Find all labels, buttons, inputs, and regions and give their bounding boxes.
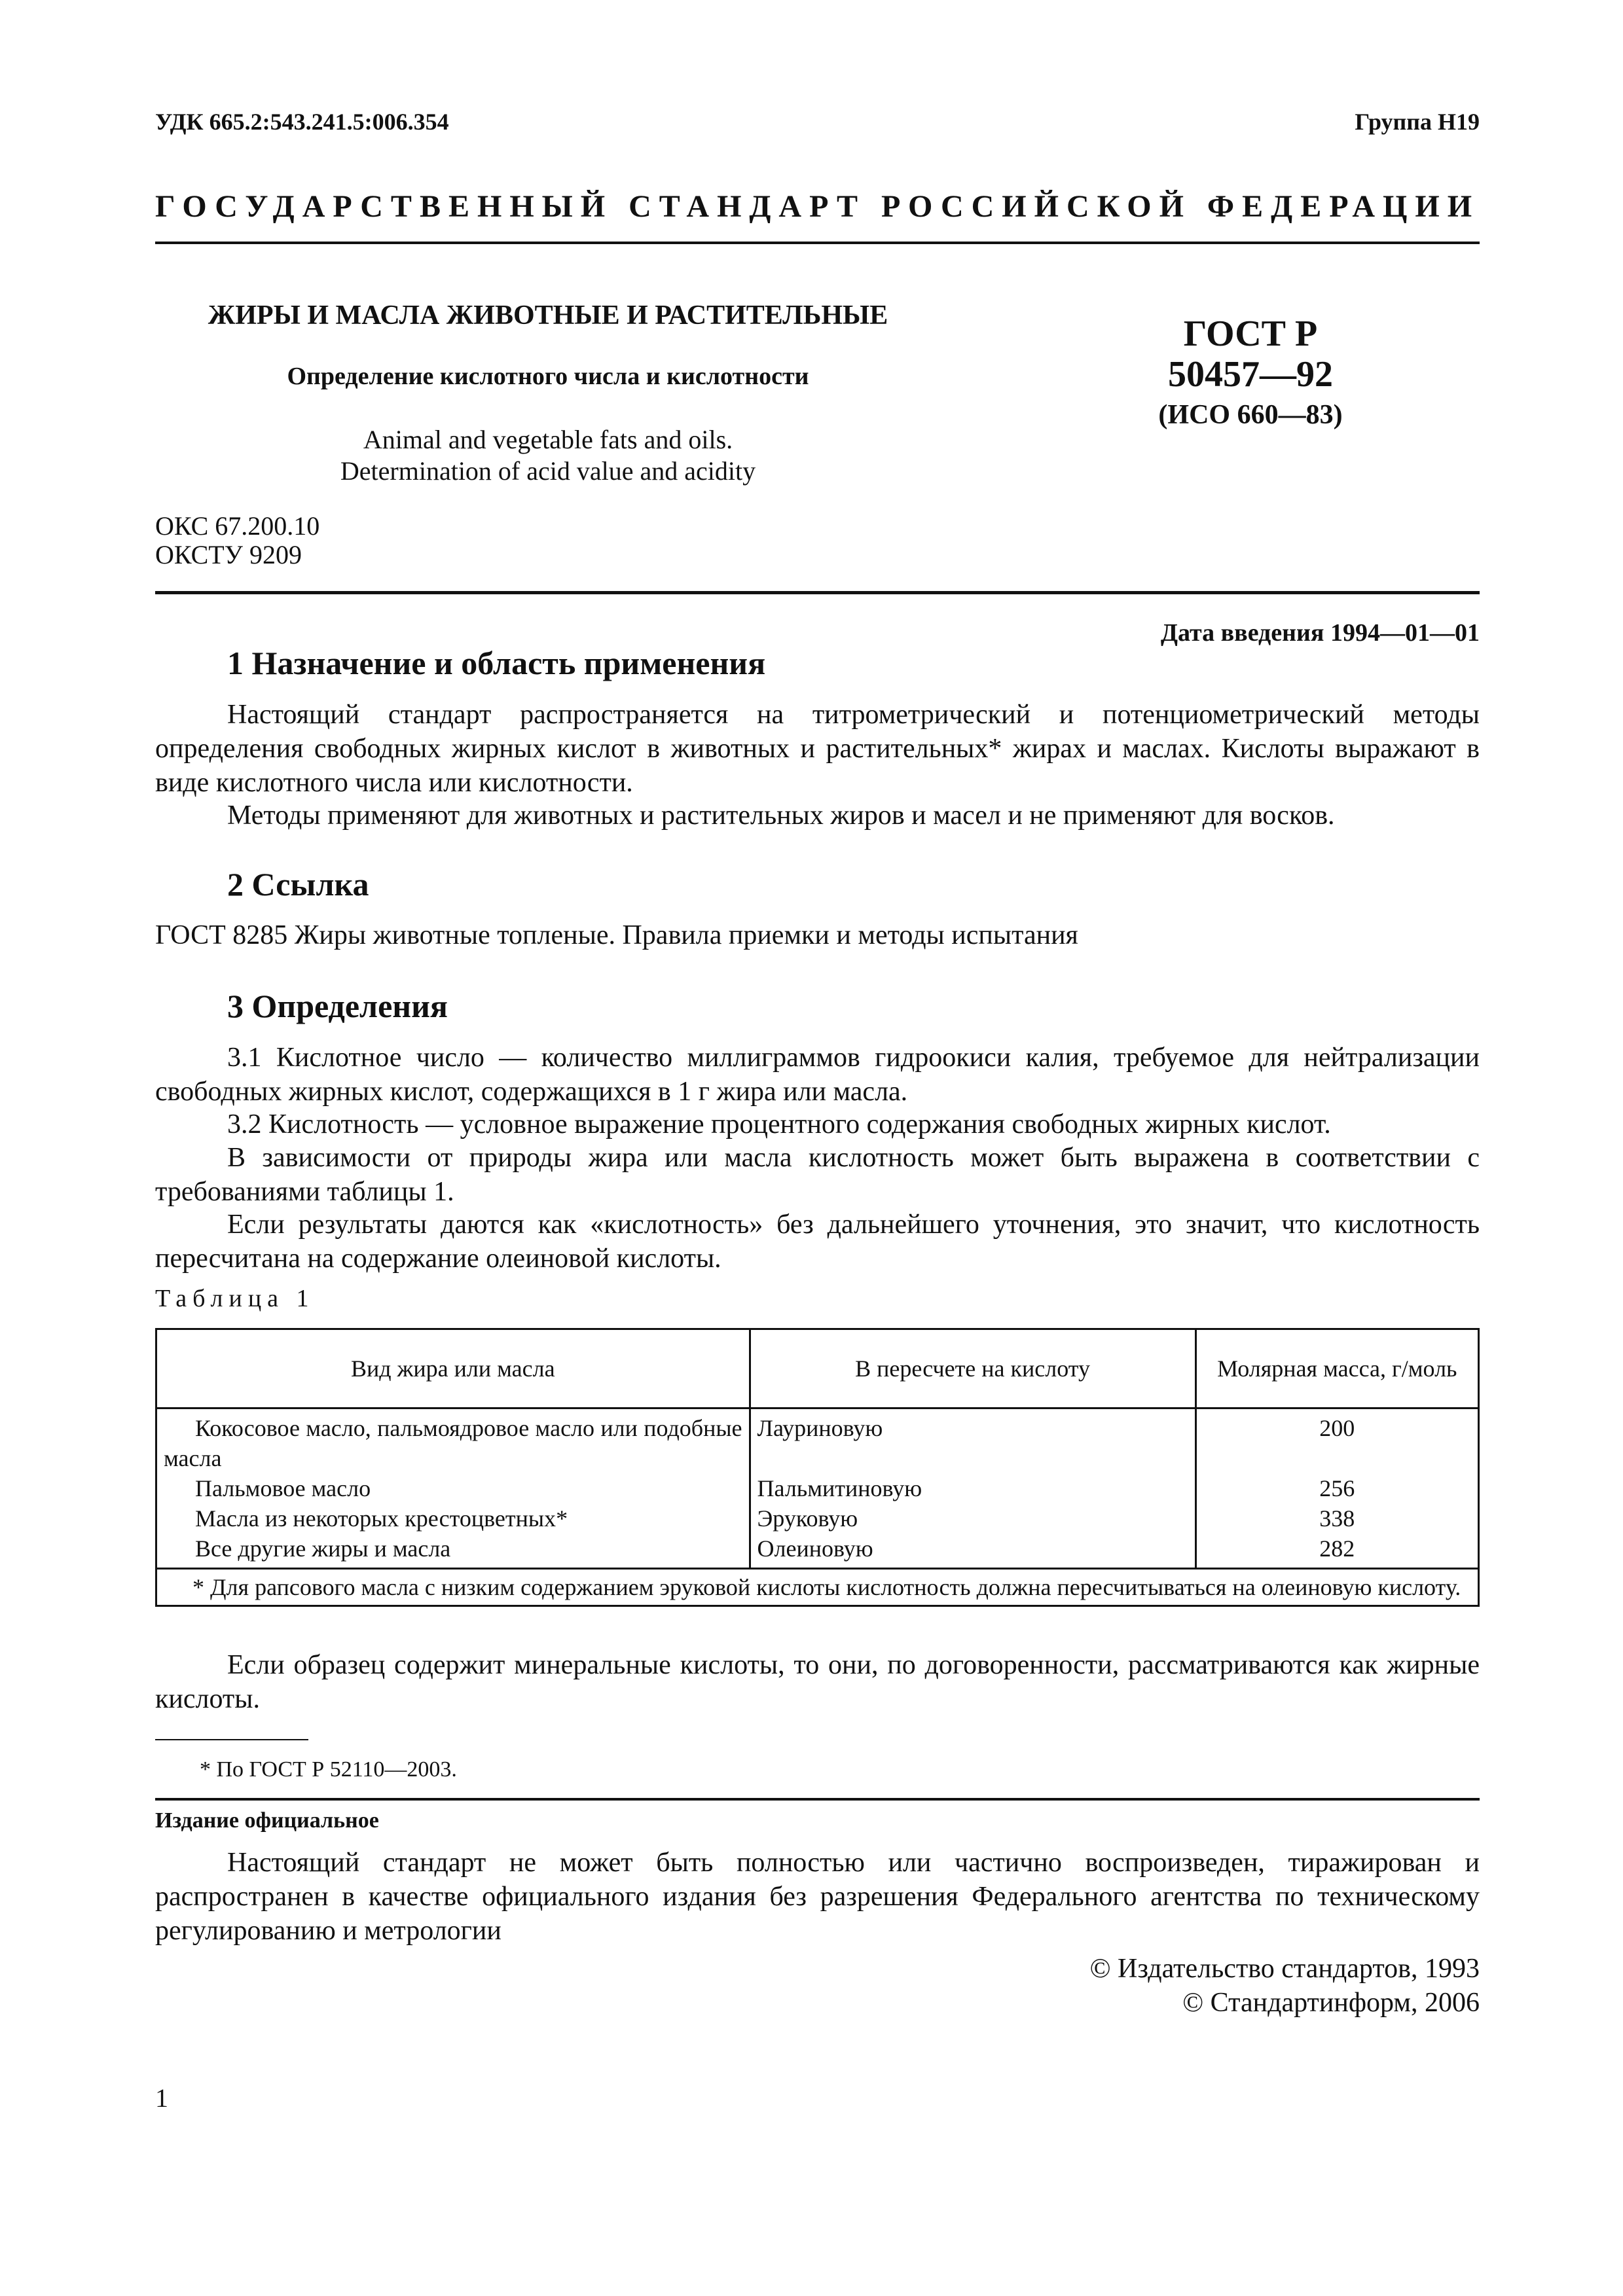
oks-code: ОКС 67.200.10 [155,511,320,541]
header-rule [155,242,1480,244]
table-footnote: * Для рапсового масла с низким содержанием эруковой кислоты кислотность должна пересчитываться на олеиновую кислоту. [156,1569,1479,1606]
table-header-row [156,1329,1479,1408]
table-header-molar-mass: Молярная масса, г/моль [1195,1329,1478,1408]
introduction-date: Дата введения 1994—01—01 [1160,619,1480,647]
after-table-paragraph: Если образец содержит минеральные кислоты, то они, по договоренности, рассматриваются как жирные кислоты. [155,1650,1480,1714]
english-title-line2: Determination of acid value and acidity [340,456,756,486]
table-row [156,1534,1479,1569]
official-edition-text: Настоящий стандарт не может быть полностью или частично воспроизведен, тиражирован и распространен в качестве официального издания без разрешения Федерального агентства по техническому регулированию и метрологии [155,1848,1480,1946]
table-row [156,1408,1479,1474]
table-cell-fat-type: Масла из некоторых крестоцветных* [156,1503,750,1534]
page-number: 1 [155,2083,168,2113]
table-cell-molar-mass: 256 [1195,1473,1478,1503]
acid-table [155,1328,1480,1607]
state-standard-title: ГОСУДАРСТВЕННЫЙ СТАНДАРТ РОССИЙСКОЙ ФЕДЕРАЦИИ [155,189,1480,224]
table-cell-fat-type: Все другие жиры и масла [156,1534,750,1569]
definition-3-2-continued: В зависимости от природы жира или масла кислотность может быть выражена в соответствии с требованиями таблицы 1. [155,1143,1480,1207]
table-header-acid: В пересчете на кислоту [750,1329,1195,1408]
section-2-reference: ГОСТ 8285 Жиры животные топленые. Правила приемки и методы испытания [155,920,1078,950]
table-cell-acid: Пальмитиновую [750,1473,1195,1503]
udk-code: УДК 665.2:543.241.5:006.354 [155,109,449,135]
section-2-heading: 2 Ссылка [227,866,369,903]
table-cell-fat-type: Пальмовое масло [156,1473,750,1503]
iso-reference: (ИСО 660—83) [1158,400,1343,430]
table-cell-molar-mass: 338 [1195,1503,1478,1534]
gost-label: ГОСТ Р [1183,314,1318,354]
table-cell-fat-type: Кокосовое масло, пальмоядровое масло или подобные масла [156,1408,750,1474]
definition-3-2-note: Если результаты даются как «кислотность» без дальнейшего уточнения, это значит, что кислотность пересчитана на содержание олеиновой кислоты. [155,1210,1480,1274]
table-cell-molar-mass: 282 [1195,1534,1478,1569]
document-title: ЖИРЫ И МАСЛА ЖИВОТНЫЕ И РАСТИТЕЛЬНЫЕ [208,300,888,331]
footnote-rule [155,1739,308,1740]
section-3-heading: 3 Определения [227,988,448,1024]
table-cell-acid: Эруковую [750,1503,1195,1534]
definition-3-1: 3.1 Кислотное число — количество миллиграммов гидроокиси калия, требуемое для нейтрализации свободных жирных кислот, содержащихся в 1 г жира или масла. [155,1043,1480,1107]
title-rule [155,591,1480,594]
official-rule [155,1798,1480,1801]
table-cell-acid: Лауриновую [750,1408,1195,1474]
gost-number: 50457—92 [1168,354,1333,395]
table-row [156,1473,1479,1503]
okstu-code: ОКСТУ 9209 [155,540,302,569]
document-subtitle: Определение кислотного числа и кислотности [287,363,809,390]
definition-3-2: 3.2 Кислотность — условное выражение процентного содержания свободных жирных кислот. [227,1109,1331,1139]
section-1-heading: 1 Назначение и область применения [227,645,766,681]
section-1-paragraph-1: Настоящий стандарт распространяется на титрометрический и потенциометрический методы определения свободных жирных кислот в животных и растительных* жирах и маслах. Кислоты выражают в виде кислотного числа или кислотности. [155,700,1480,798]
table-header-fat-type: Вид жира или масла [156,1329,750,1408]
section-1-paragraph-2: Методы применяют для животных и растительных жиров и масел и не применяют для восков. [227,800,1335,831]
table-caption: Таблица 1 [155,1285,315,1312]
table-cell-molar-mass: 200 [1195,1408,1478,1474]
table-row [156,1503,1479,1534]
table-cell-acid: Олеиновую [750,1534,1195,1569]
page-footnote: * По ГОСТ Р 52110—2003. [200,1757,457,1782]
official-edition-label: Издание официальное [155,1808,379,1833]
group-code: Группа Н19 [1355,109,1480,135]
copyright-line1: © Издательство стандартов, 1993 [1089,1954,1480,1984]
table-footnote-row [156,1569,1479,1606]
english-title-line1: Animal and vegetable fats and oils. [363,425,733,454]
copyright-line2: © Стандартинформ, 2006 [1182,1988,1480,2018]
